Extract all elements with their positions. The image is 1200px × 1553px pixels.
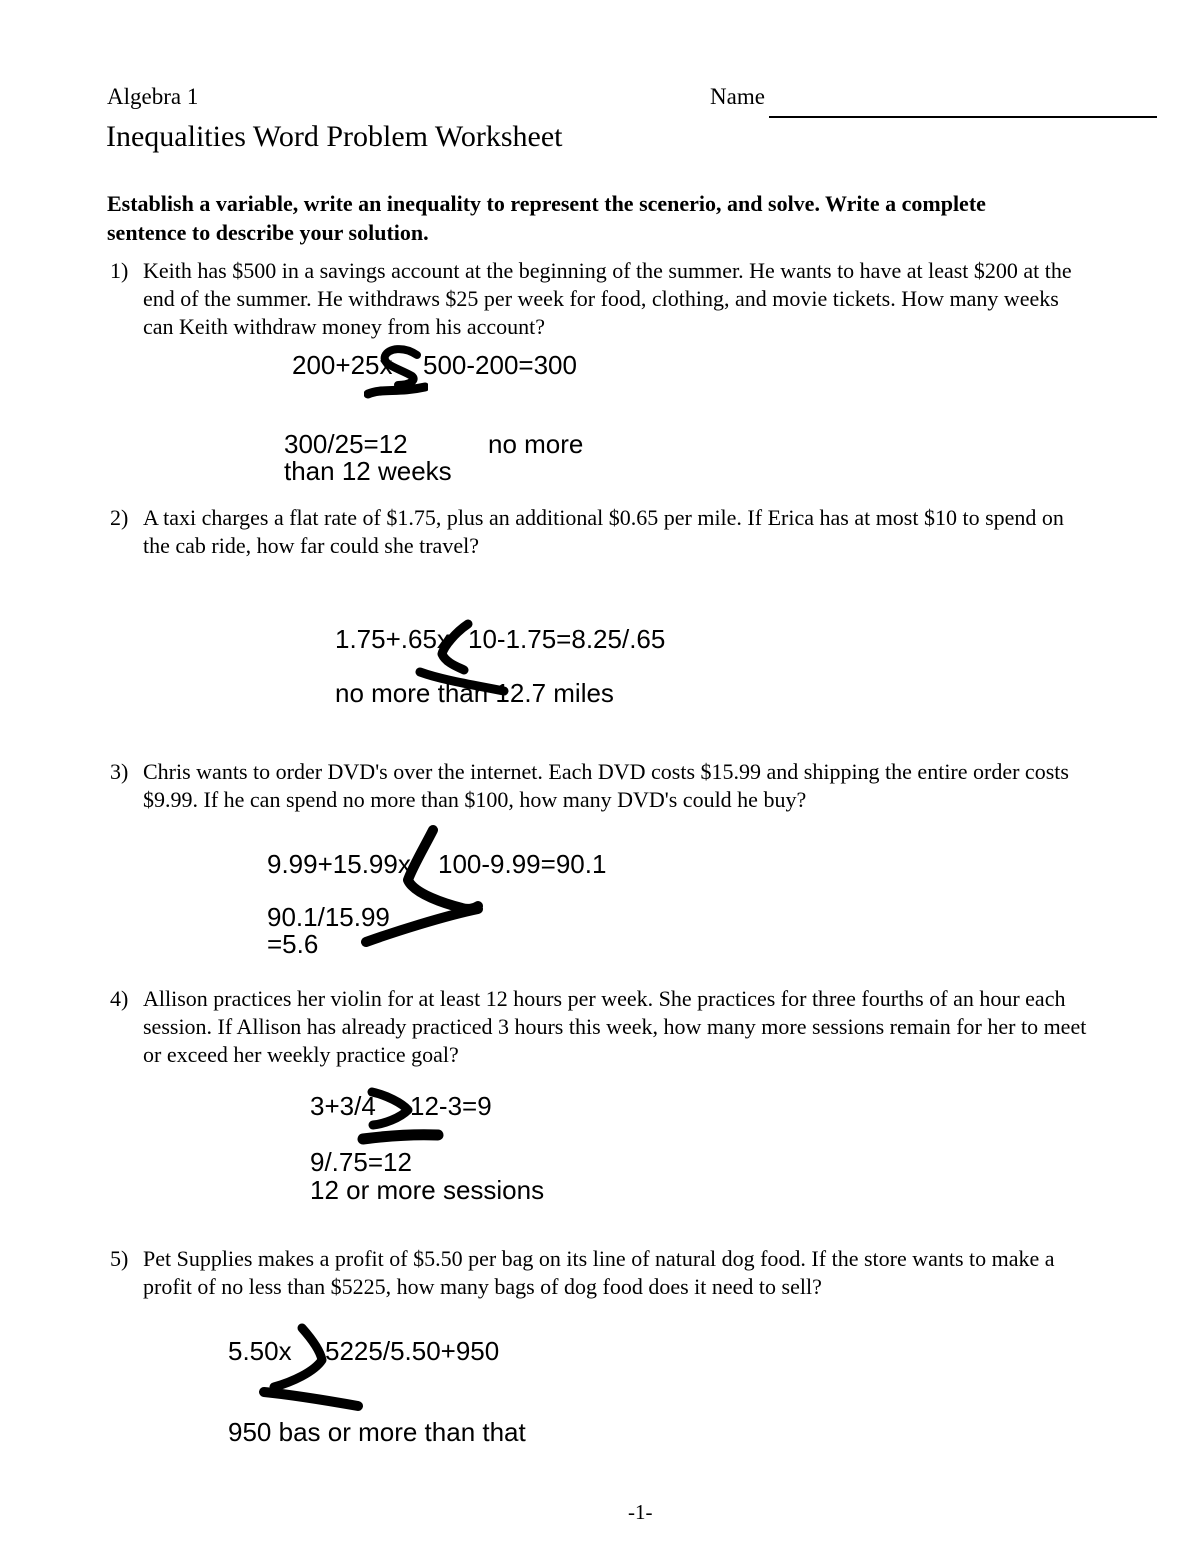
course-label: Algebra 1 [107, 84, 199, 109]
problem-text-line: Keith has $500 in a savings account at the beginning of the summer. He wants to have at least $200 at the [143, 258, 1072, 283]
instructions-line: sentence to describe your solution. [107, 220, 429, 245]
problem-text-line: the cab ride, how far could she travel? [143, 533, 479, 558]
work-expression-right: 12-3=9 [410, 1091, 492, 1121]
problem-5 [110, 1245, 1055, 1301]
problem-4 [110, 985, 1086, 1069]
name-label: Name [710, 84, 765, 109]
problem-text-line: session. If Allison has already practiced 3 hours this week, how many more sessions remain for her to meet [143, 1014, 1087, 1039]
page-title: Inequalities Word Problem Worksheet [106, 120, 563, 153]
problem-text-line: Allison practices her violin for at least 12 hours per week. She practices for three fourths of an hour each [143, 986, 1066, 1011]
work-expression-left: 200+25x [292, 350, 393, 380]
work-answer: no more than 12.7 miles [335, 678, 614, 708]
problem-text-line: $9.99. If he can spend no more than $100, how many DVD's could he buy? [143, 787, 807, 812]
problem-number: 1) [110, 258, 129, 283]
problem-text-line: profit of no less than $5225, how many bags of dog food does it need to sell? [143, 1274, 822, 1299]
problem-number: 2) [110, 505, 129, 530]
problem-1 [110, 257, 1072, 341]
work-calc: 9/.75=12 [310, 1147, 412, 1177]
work-calc: 300/25=12 [284, 429, 408, 459]
work-expression-right: 10-1.75=8.25/.65 [468, 624, 666, 654]
problem-number: 5) [110, 1246, 129, 1271]
page-number: -1- [628, 1500, 653, 1524]
work-expression-left: 5.50x [228, 1336, 292, 1366]
work-expression-left: 1.75+.65x [335, 624, 450, 654]
problem-text-line: or exceed her weekly practice goal? [143, 1042, 459, 1067]
problem-number: 3) [110, 759, 129, 784]
work-answer: 12 or more sessions [310, 1175, 545, 1205]
instructions [107, 189, 986, 247]
work-note: than 12 weeks [284, 456, 452, 486]
instructions-line: Establish a variable, write an inequality to represent the scenerio, and solve. Write a complete [107, 191, 986, 216]
problem-2 [110, 504, 1064, 560]
problem-text-line: Pet Supplies makes a profit of $5.50 per bag on its line of natural dog food. If the store wants to make a [143, 1246, 1055, 1271]
problem-text-line: A taxi charges a flat rate of $1.75, plus an additional $0.65 per mile. If Erica has at most $10 to spend on [143, 505, 1064, 530]
problem-text-line: end of the summer. He withdraws $25 per week for food, clothing, and movie tickets. How many weeks [143, 286, 1059, 311]
work-expression-right: 5225/5.50+950 [325, 1336, 500, 1366]
work-expression-left: 9.99+15.99x [267, 849, 411, 879]
work-expression-right: 100-9.99=90.1 [438, 849, 607, 879]
name-blank-line [769, 96, 1157, 118]
work-expression-right: 500-200=300 [423, 350, 577, 380]
problem-text-line: Chris wants to order DVD's over the internet. Each DVD costs $15.99 and shipping the entire order costs [143, 759, 1069, 784]
problem-number: 4) [110, 986, 129, 1011]
work-calc: =5.6 [267, 929, 319, 959]
work-expression-left: 3+3/4 [310, 1091, 376, 1121]
problem-3 [110, 758, 1069, 814]
work-calc: 90.1/15.99 [267, 902, 390, 932]
work-answer: 950 bas or more than that [228, 1417, 526, 1447]
handwritten-leq-icon [364, 342, 428, 404]
handwritten-geq-icon [258, 1320, 366, 1415]
work-note: no more [488, 429, 584, 459]
problem-text-line: can Keith withdraw money from his account? [143, 314, 545, 339]
